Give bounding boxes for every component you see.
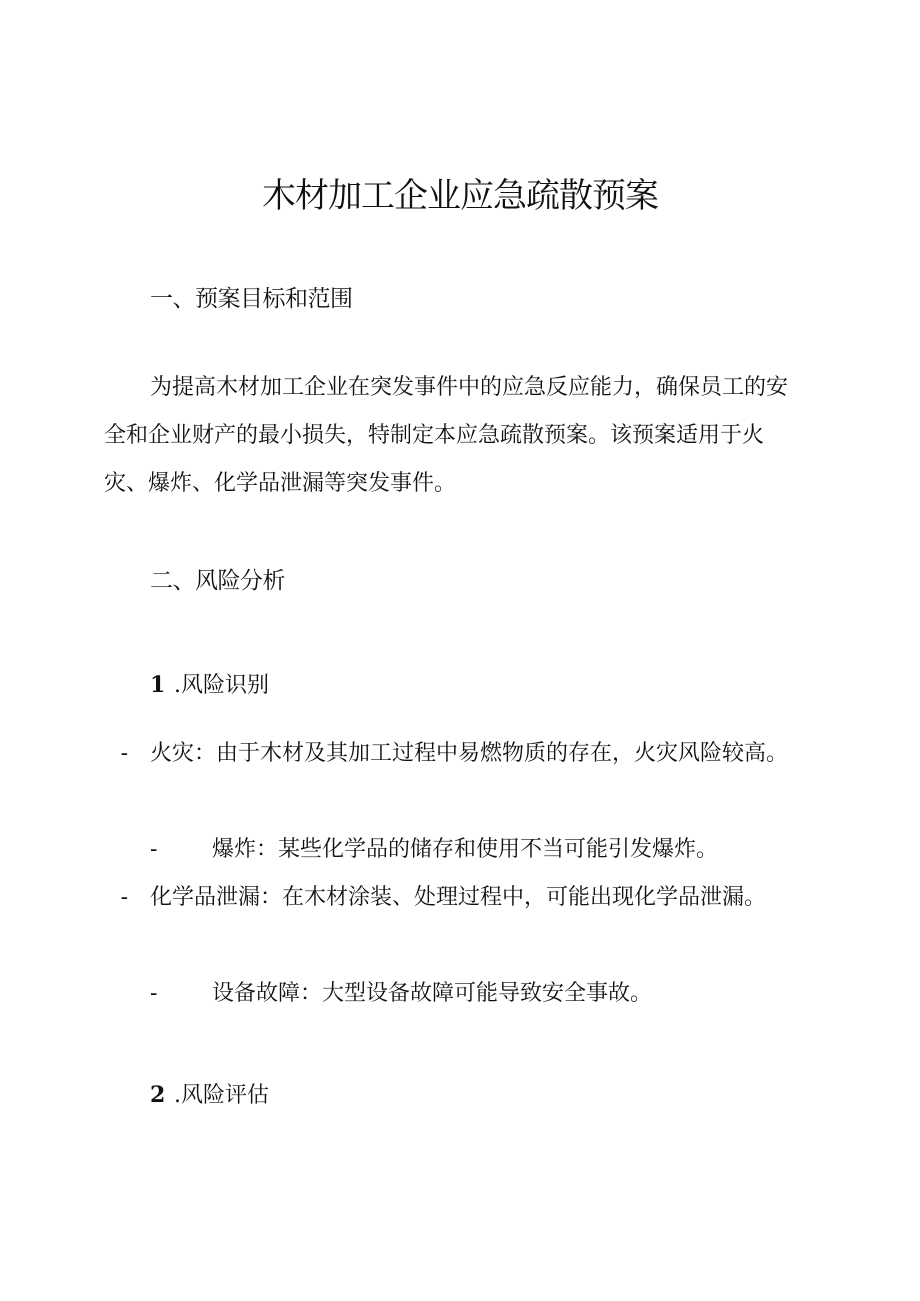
section-heading-1: 一、预案目标和范围 <box>150 286 353 312</box>
list-dash: - <box>150 981 158 1006</box>
subheading-number: 1 <box>150 672 166 698</box>
list-dash: - <box>120 741 128 766</box>
subheading-risk-identification <box>150 670 269 701</box>
risk-item-explosion <box>104 826 804 874</box>
section-1-paragraph <box>104 364 804 508</box>
risk-item-text: 火灾：由于木材及其加工过程中易燃物质的存在，火灾风险较高。 <box>150 741 789 766</box>
subheading-label: .风险识别 <box>174 673 269 698</box>
list-dash: - <box>150 837 158 862</box>
risk-item-equipment-failure <box>104 970 804 1018</box>
risk-item-text: 爆炸：某些化学品的储存和使用不当可能引发爆炸。 <box>212 837 719 862</box>
risk-item-fire <box>104 730 804 778</box>
risk-item-chemical-leak <box>104 874 804 922</box>
paragraph-text: 为提高木材加工企业在突发事件中的应急反应能力，确保员工的安全和企业财产的最小损失，特制定本应急疏散预案。该预案适用于火灾、爆炸、化学品泄漏等突发事件。 <box>104 375 789 496</box>
list-dash: - <box>120 885 128 910</box>
risk-item-text: 设备故障：大型设备故障可能导致安全事故。 <box>212 981 653 1006</box>
risk-item-text: 化学品泄漏：在木材涂装、处理过程中，可能出现化学品泄漏。 <box>150 885 767 910</box>
document-title: 木材加工企业应急疏散预案 <box>262 176 658 216</box>
subheading-number: 2 <box>150 1082 166 1108</box>
subheading-risk-assessment <box>150 1080 269 1111</box>
section-heading-2: 二、风险分析 <box>150 568 285 594</box>
subheading-label: .风险评估 <box>174 1083 269 1108</box>
